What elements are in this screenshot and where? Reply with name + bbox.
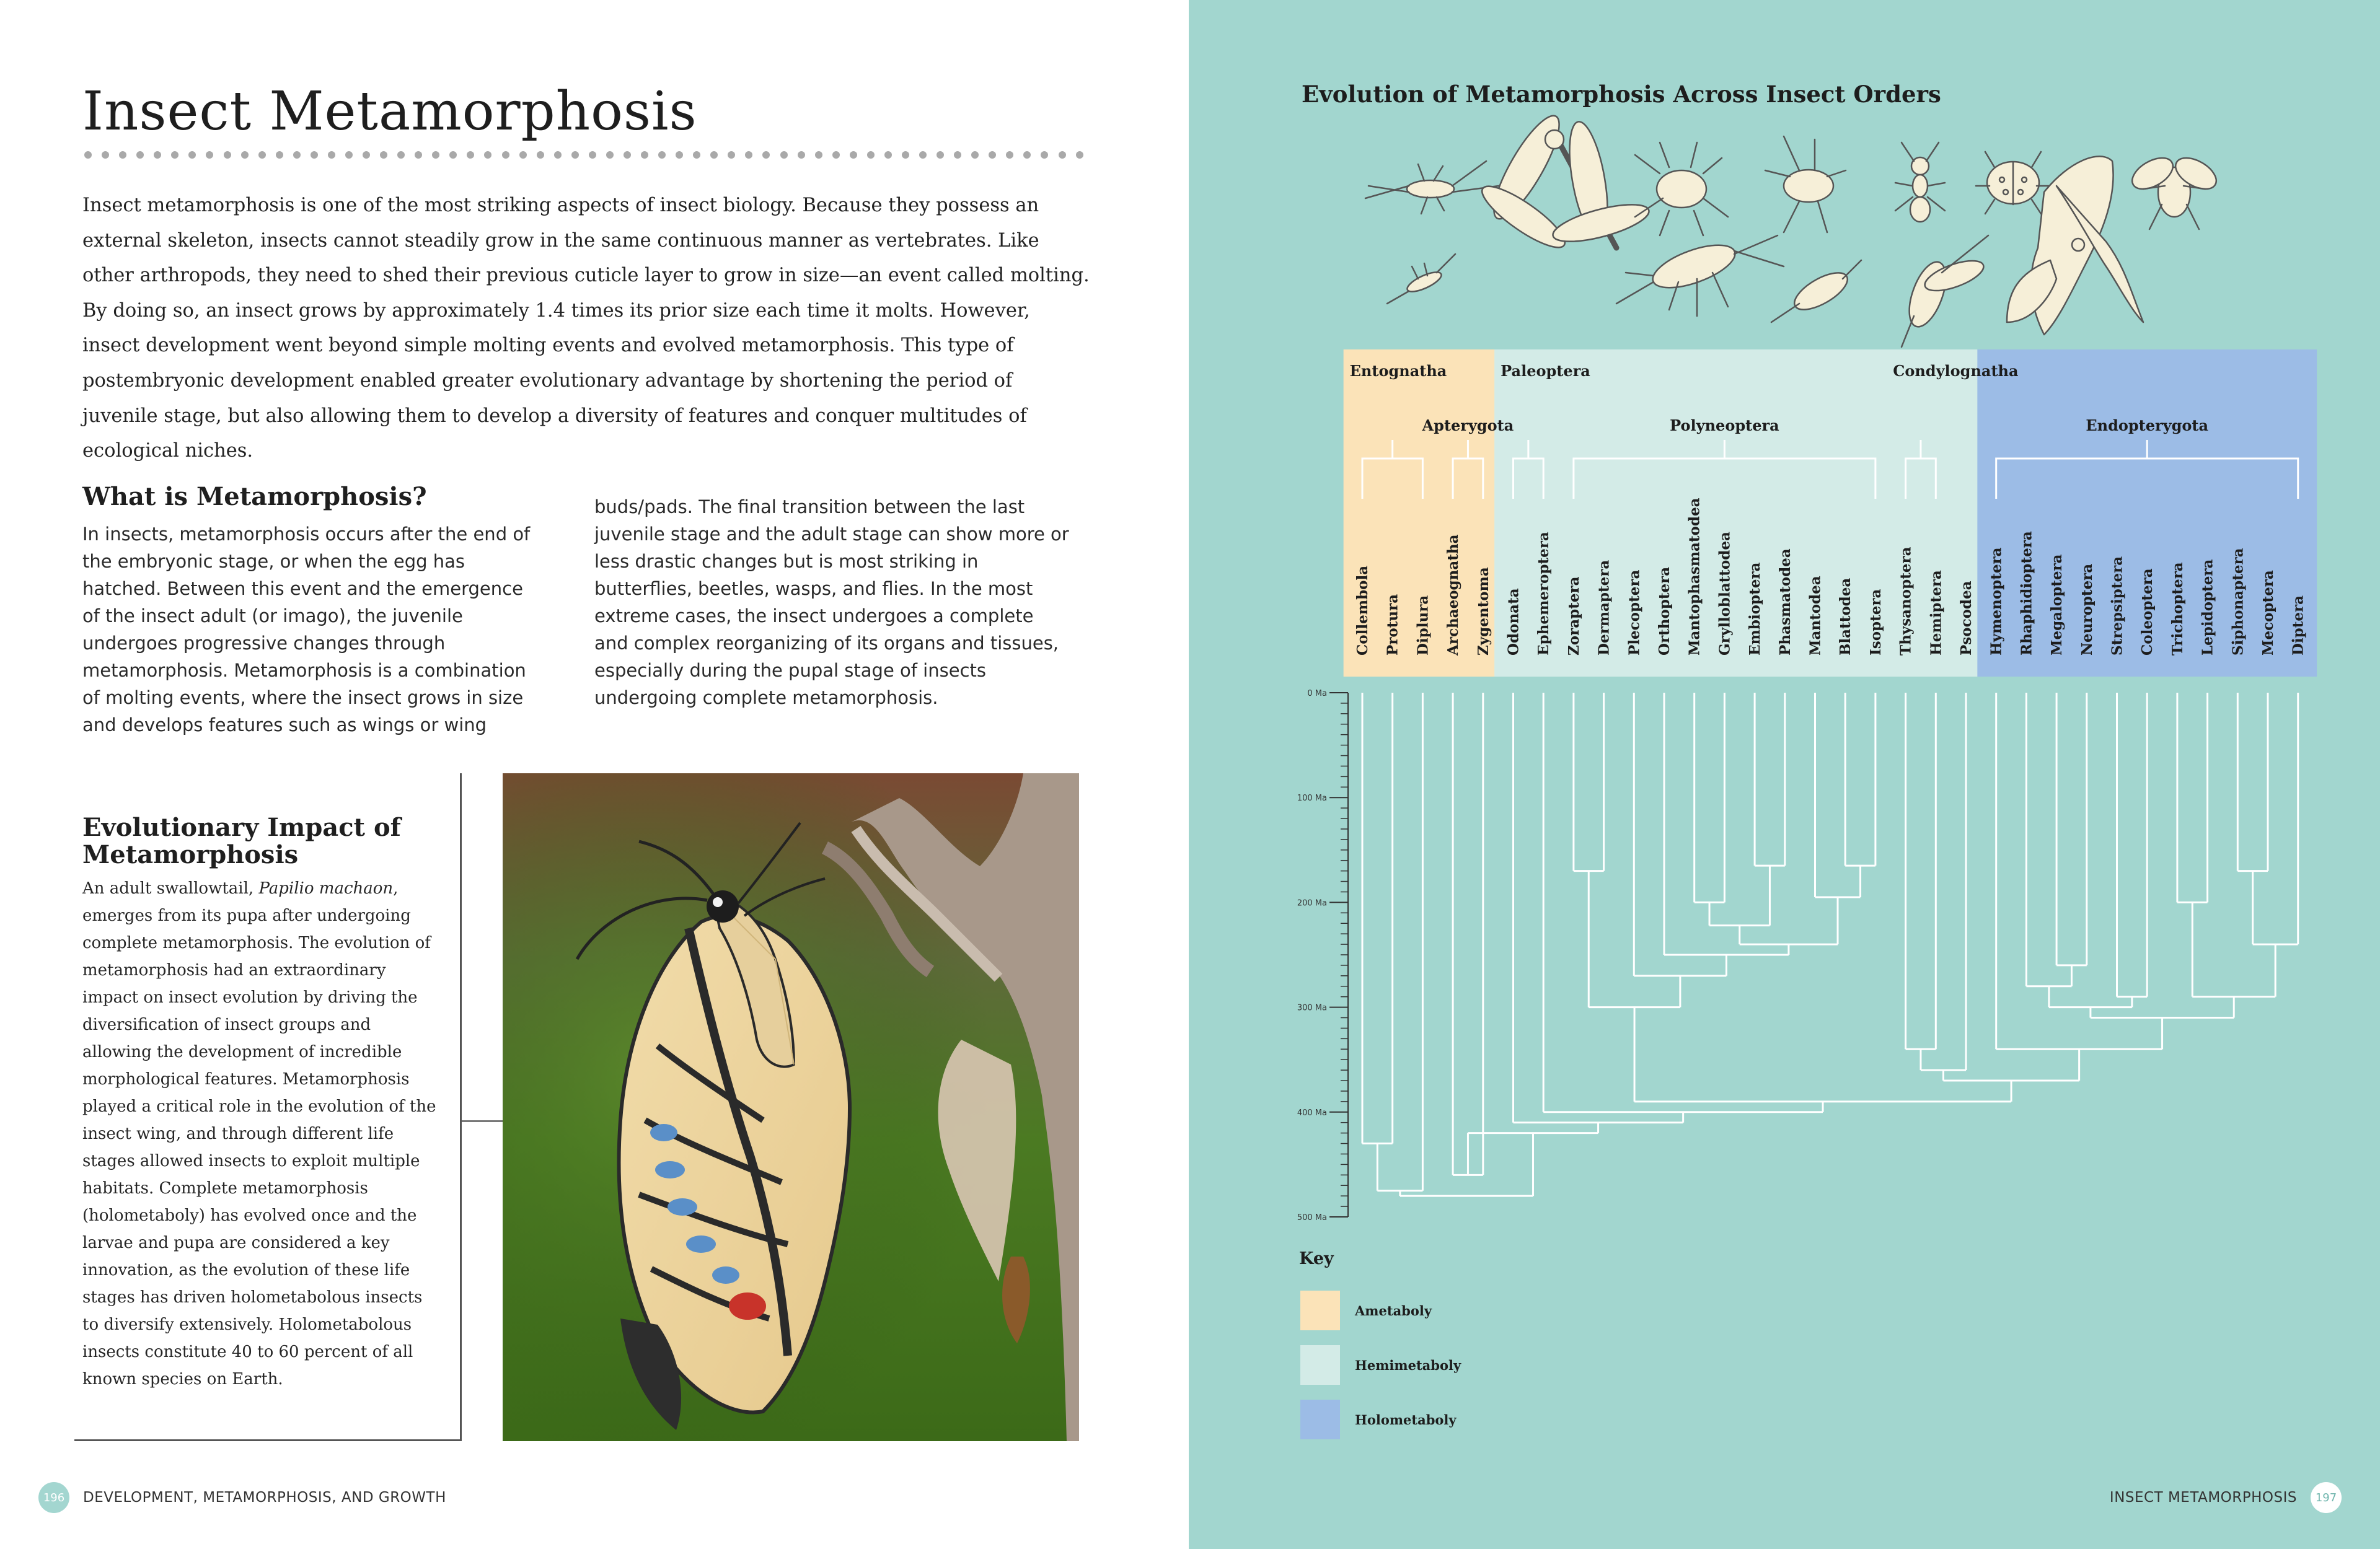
divider-dot (397, 151, 405, 159)
page-title: Insect Metamorphosis (82, 81, 697, 143)
page-number-left: 196 (38, 1482, 69, 1513)
phylogeny-chart (1189, 0, 2380, 1549)
order-label: Lepidoptera (2199, 559, 2216, 656)
divider-dot (1076, 151, 1083, 159)
dragonfly-illustration (1475, 108, 1652, 257)
divider-dot (276, 151, 283, 159)
section-text-col1: In insects, metamorphosis occurs after the end of the embryonic stage, or when the egg has hatched. Between this event and the emergence of the insect adult (or imago), the juvenile undergoes progressive changes through metamorphosis. Metamorphosis is a combination of molting events, where the insect grows in size and develops features such as wings or wing (82, 524, 531, 735)
divider-dot (224, 151, 231, 159)
species-name: Papilio machaon (258, 879, 394, 898)
intro-paragraph: Insect metamorphosis is one of the most striking aspects of insect biology. Because they possess an external skeleton, insects cannot steadily grow in the same continuous manner as vertebrates. Like other arthropods, they need to shed their previous cuticle layer to grow in size—an event called molting. By doing so, an insect grows by approximately 1.4 times its prior size each time it molts. However, insect development went beyond simple molting events and evolved metamorphosis. This type of postembryonic development enabled greater evolutionary advantage by shortening the period of juvenile stage, but also allowing them to develop a diversity of features and conquer multitudes of ecological niches. (82, 195, 1090, 462)
order-label: Rhaphidioptera (2018, 531, 2035, 656)
group-label-paleoptera: Paleoptera (1501, 362, 1590, 380)
divider-dot (850, 151, 857, 159)
order-label: Hemiptera (1928, 570, 1945, 656)
running-footer-left: DEVELOPMENT, METAMORPHOSIS, AND GROWTH (83, 1490, 446, 1506)
key-label: Holometaboly (1355, 1412, 1457, 1428)
axis-tick-label: 100 Ma (1297, 794, 1327, 804)
section-heading-evolutionary-impact: Evolutionary Impact of Metamorphosis (82, 813, 401, 869)
key-swatch (1300, 1400, 1340, 1439)
divider-dot (971, 151, 979, 159)
divider-dot (328, 151, 335, 159)
caption-text (82, 875, 442, 1393)
axis-tick-label: 0 Ma (1307, 689, 1327, 698)
divider-dot (937, 151, 944, 159)
order-label: Protura (1384, 594, 1401, 656)
divider-dot (693, 151, 700, 159)
caption-text-a: An adult swallowtail, (82, 879, 259, 898)
order-label: Odonata (1505, 588, 1522, 656)
order-label: Diplura (1414, 595, 1432, 656)
key-swatch (1300, 1345, 1340, 1385)
key-swatch (1300, 1291, 1340, 1330)
axis-tick-label: 500 Ma (1297, 1213, 1327, 1222)
grasshopper-illustration (1635, 143, 1728, 235)
divider-dot (1023, 151, 1031, 159)
order-label: Mecoptera (2260, 570, 2276, 656)
springtail-illustration (1387, 254, 1455, 304)
order-label: Hymenoptera (1988, 547, 2005, 656)
divider-dot (502, 151, 509, 159)
mayfly-illustration (1902, 235, 1988, 347)
order-label: Diptera (2290, 595, 2307, 656)
order-label: Mantophasmatodea (1686, 498, 1703, 656)
divider-dot (832, 151, 840, 159)
divider-dot (363, 151, 370, 159)
left-page (0, 0, 1189, 1549)
divider-dot (571, 151, 579, 159)
divider-dot (449, 151, 457, 159)
divider-dot (432, 151, 439, 159)
order-label: Thysanoptera (1897, 546, 1915, 656)
divider-dot (884, 151, 892, 159)
order-label: Zoraptera (1565, 576, 1582, 656)
divider-dot (728, 151, 735, 159)
divider-dot (136, 151, 144, 159)
footer-right (2110, 1482, 2342, 1513)
divider-dot (641, 151, 648, 159)
divider-dot (919, 151, 927, 159)
divider-dot (624, 151, 631, 159)
divider-dot (1006, 151, 1013, 159)
order-label: Megaloptera (2048, 554, 2066, 656)
divider-dot (345, 151, 353, 159)
divider-dot (119, 151, 126, 159)
order-label: Grylloblattodea (1716, 532, 1734, 656)
divider-dot (606, 151, 614, 159)
order-label: Siphonaptera (2229, 548, 2247, 656)
footer-left (38, 1482, 446, 1513)
caption-text-b: , emerges from its pupa after undergoing complete metamorphosis. The evolution of metamorphosis had an extraordinary impact on insect evolution by driving the diversification of insect groups and allowing the development of incredible morphological features. Metamorphosis played a critical role in the evolution of the insect wing, and through different life stages allowed insects to exploit multiple habitats. Complete metamorphosis (holometaboly) has evolved once and the larvae and pupa are considered a key innovation, as the evolution of these life stages has driven holometabolous insects to diversify extensively. Holometabolous insects constitute 40 to 60 percent of all known species on Earth. (82, 879, 436, 1389)
divider-dot (484, 151, 491, 159)
divider-dot (380, 151, 387, 159)
order-label: Phasmatodea (1776, 548, 1794, 656)
divider-dot (171, 151, 178, 159)
order-label: Collembola (1354, 565, 1371, 656)
divider-dot (537, 151, 544, 159)
order-label: Trichoptera (2169, 562, 2186, 656)
divider-dot (241, 151, 249, 159)
divider-dot (84, 151, 92, 159)
order-label: Zygentoma (1474, 567, 1492, 656)
divider-dot (154, 151, 161, 159)
order-label: Embioptera (1747, 562, 1764, 656)
ladybug-illustration (1976, 152, 2050, 214)
divider-dot (954, 151, 961, 159)
divider-dot (762, 151, 770, 159)
swallowtail-photo (503, 773, 1079, 1441)
dotted-divider (84, 151, 1083, 161)
divider-dot (989, 151, 996, 159)
order-label: Orthoptera (1656, 566, 1673, 656)
divider-dot (798, 151, 805, 159)
page-number-right: 197 (2311, 1482, 2342, 1513)
key-label: Ametaboly (1355, 1303, 1432, 1319)
divider-dot (745, 151, 752, 159)
chart-title: Evolution of Metamorphosis Across Insect Orders (1302, 81, 1941, 108)
axis-tick-label: 200 Ma (1297, 898, 1327, 908)
divider-dot (658, 151, 666, 159)
order-label: Coleoptera (2139, 568, 2156, 656)
thrips-illustration (1771, 260, 1861, 322)
divider-dot (589, 151, 596, 159)
divider-dot (293, 151, 301, 159)
section-heading-what-is: What is Metamorphosis? (82, 482, 427, 511)
divider-dot (676, 151, 683, 159)
section-text-col2: buds/pads. The final transition between the last juvenile stage and the adult stage can show more or less drastic changes but is most striking in butterflies, beetles, wasps, and flies. In the most extreme cases, the insect undergoes a complete and complex reorganizing of its organs and tissues, especially during the pupal stage of insects undergoing complete metamorphosis. (594, 496, 1069, 708)
divider-dot (258, 151, 266, 159)
divider-dot (467, 151, 474, 159)
divider-dot (554, 151, 562, 159)
order-label: Neuroptera (2078, 563, 2096, 656)
order-label: Isoptera (1867, 589, 1884, 656)
ant-illustration (1895, 143, 1945, 222)
cockroach-illustration (1616, 235, 1784, 316)
divider-dot (815, 151, 822, 159)
fly-illustration (2127, 152, 2221, 229)
divider-dot (902, 151, 909, 159)
divider-dot (206, 151, 213, 159)
divider-dot (1059, 151, 1066, 159)
right-page (1189, 0, 2380, 1549)
group-label-entognatha: Entognatha (1349, 362, 1447, 380)
group-label-apterygota: Apterygota (1422, 416, 1514, 434)
axis-tick-label: 300 Ma (1297, 1003, 1327, 1013)
running-footer-right: INSECT METAMORPHOSIS (2109, 1490, 2297, 1506)
order-label: Strepsiptera (2109, 556, 2126, 656)
divider-dot (188, 151, 196, 159)
silverfish-illustration (1365, 161, 1499, 214)
group-label-endopterygota: Endopterygota (2086, 416, 2209, 434)
order-label: Mantodea (1807, 576, 1824, 656)
key-label: Hemimetaboly (1355, 1358, 1461, 1373)
divider-dot (519, 151, 527, 159)
katydid-illustration (1765, 136, 1846, 232)
divider-dot (415, 151, 422, 159)
divider-dot (710, 151, 718, 159)
order-label: Plecoptera (1626, 569, 1643, 656)
order-label: Archaeognatha (1445, 534, 1462, 656)
key-title: Key (1299, 1249, 1334, 1268)
order-label: Dermaptera (1595, 559, 1613, 656)
divider-dot (311, 151, 318, 159)
order-label: Blattodea (1837, 577, 1854, 656)
divider-dot (102, 151, 109, 159)
divider-dot (780, 151, 788, 159)
axis-tick-label: 400 Ma (1297, 1108, 1327, 1118)
order-label: Ephemeroptera (1535, 532, 1553, 656)
divider-dot (1041, 151, 1048, 159)
group-label-condylognatha: Condylognatha (1893, 362, 2019, 380)
group-label-polyneoptera: Polyneoptera (1670, 416, 1779, 434)
caption-connector-line (462, 1120, 503, 1122)
order-label: Psocodea (1958, 581, 1975, 656)
divider-dot (867, 151, 875, 159)
